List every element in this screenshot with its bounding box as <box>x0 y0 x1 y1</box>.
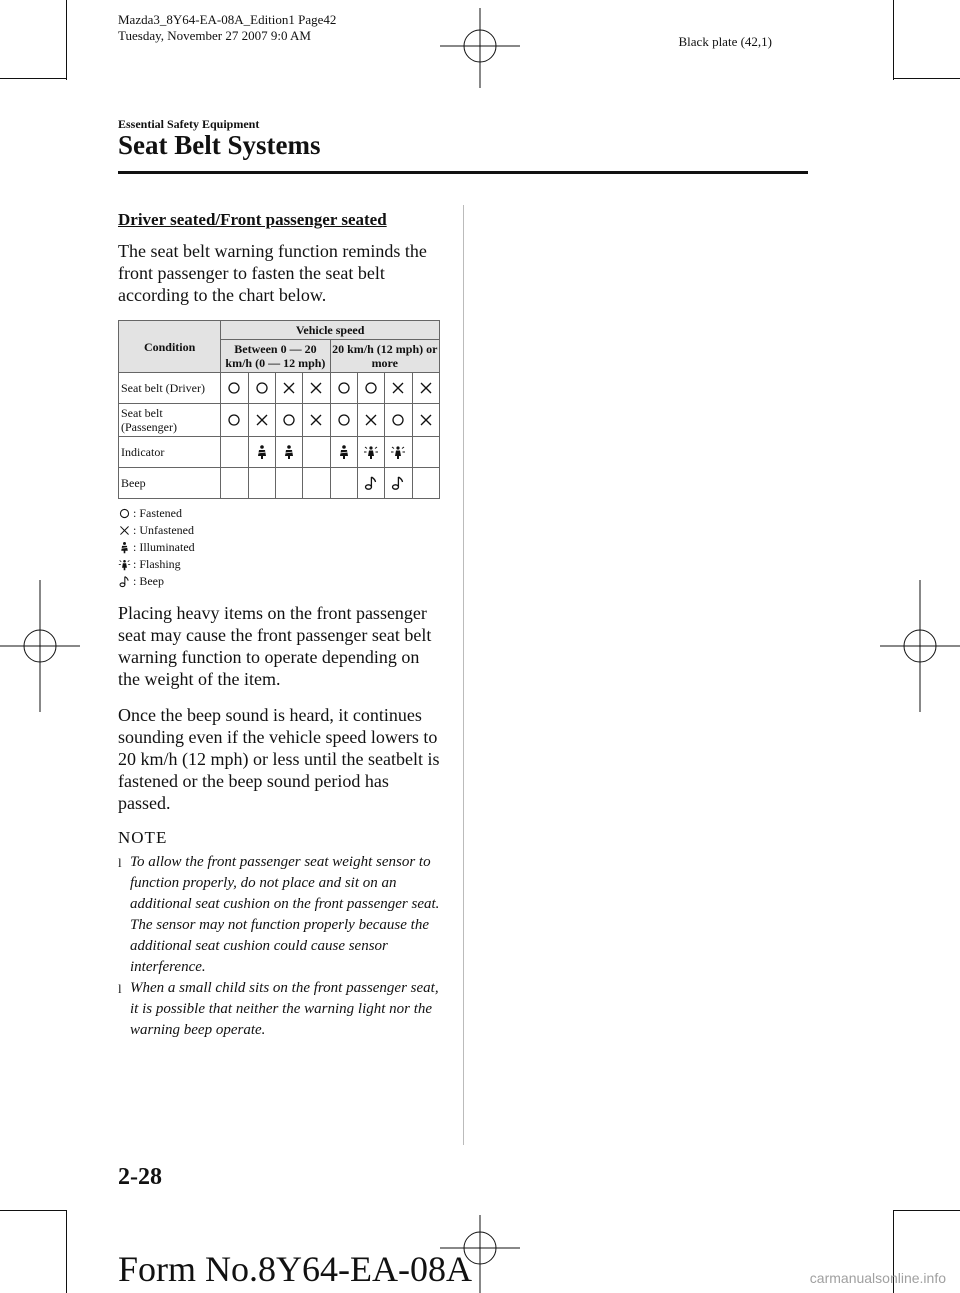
unfastened-icon <box>254 412 270 428</box>
subhead: Driver seated/Front passenger seated <box>118 210 387 229</box>
fastened-icon <box>363 380 379 396</box>
crop-mark <box>893 1210 960 1211</box>
beep-icon <box>118 575 131 588</box>
fastened-icon <box>226 380 242 396</box>
illuminated-icon <box>336 444 352 460</box>
registration-target-icon <box>440 8 520 88</box>
bullet-icon: l <box>118 981 122 996</box>
cell-empty <box>330 468 357 499</box>
cell-fastened <box>330 404 357 437</box>
cell-illuminated <box>275 437 302 468</box>
flashing-icon <box>363 444 379 460</box>
cell-empty <box>303 437 330 468</box>
page-number: 2-28 <box>118 1164 162 1190</box>
print-header <box>118 12 336 44</box>
fastened-icon <box>336 412 352 428</box>
date-line: Tuesday, November 27 2007 9:0 AM <box>118 28 311 43</box>
row-label: Beep <box>119 468 221 499</box>
legend-item <box>118 539 443 556</box>
note-list <box>118 852 443 1041</box>
cell-illuminated <box>330 437 357 468</box>
header-speed-high: 20 km/h (12 mph) or more <box>330 340 439 373</box>
table-row <box>119 468 440 499</box>
fastened-icon <box>390 412 406 428</box>
beep-paragraph: Once the beep sound is heard, it continues sounding even if the vehicle speed lowers to 20 km/h (12 mph) or less until the seatbelt is fastened or the beep sound period has passed. <box>118 705 440 813</box>
crop-mark <box>893 78 960 79</box>
fastened-icon <box>281 412 297 428</box>
fastened-icon <box>226 412 242 428</box>
cell-unfastened <box>412 404 439 437</box>
page-title: Seat Belt Systems <box>118 130 321 160</box>
cell-unfastened <box>357 404 384 437</box>
illuminated-icon <box>118 541 131 554</box>
beep-icon <box>363 475 379 491</box>
file-line: Mazda3_8Y64-EA-08A_Edition1 Page42 <box>118 12 337 27</box>
cell-fastened <box>357 373 384 404</box>
cell-illuminated <box>248 437 275 468</box>
watermark: carmanualsonline.info <box>809 1270 946 1286</box>
fastened-icon <box>254 380 270 396</box>
row-label: Seat belt (Driver) <box>119 373 221 404</box>
table-row <box>119 373 440 404</box>
cell-fastened <box>221 404 248 437</box>
note-title: NOTE <box>118 828 168 847</box>
legend-text: : Unfastened <box>133 523 194 537</box>
legend-text: : Fastened <box>133 506 182 520</box>
flashing-icon <box>390 444 406 460</box>
unfastened-icon <box>308 380 324 396</box>
cell-empty <box>248 468 275 499</box>
note-text: To allow the front passenger seat weight sensor to function properly, do not place and sit on an additional seat cushion on the front passenger seat. The sensor may not function properly because the additional seat cushion could cause sensor interference. <box>130 854 440 975</box>
chart-body <box>119 373 440 499</box>
unfastened-icon <box>118 524 131 537</box>
unfastened-icon <box>308 412 324 428</box>
cell-unfastened <box>248 404 275 437</box>
title-rule <box>118 171 808 174</box>
cell-fastened <box>221 373 248 404</box>
beep-icon <box>390 475 406 491</box>
cell-flashing <box>357 437 384 468</box>
cell-empty <box>221 437 248 468</box>
unfastened-icon <box>418 380 434 396</box>
cell-empty <box>412 468 439 499</box>
illuminated-icon <box>281 444 297 460</box>
cell-fastened <box>248 373 275 404</box>
cell-unfastened <box>303 404 330 437</box>
cell-beep <box>385 468 412 499</box>
legend <box>118 505 443 590</box>
legend-item <box>118 573 443 590</box>
unfastened-icon <box>363 412 379 428</box>
legend-text: : Illuminated <box>133 540 195 554</box>
legend-item <box>118 505 443 522</box>
cell-flashing <box>385 437 412 468</box>
crop-mark <box>0 1210 66 1211</box>
table-row <box>119 404 440 437</box>
legend-text: : Beep <box>133 574 164 588</box>
cell-unfastened <box>303 373 330 404</box>
legend-text: : Flashing <box>133 557 181 571</box>
form-number: Form No.8Y64-EA-08A <box>118 1249 472 1289</box>
registration-target-icon <box>0 580 80 712</box>
header-vehicle-speed: Vehicle speed <box>221 321 440 340</box>
cell-fastened <box>385 404 412 437</box>
crop-mark <box>0 78 66 79</box>
cell-fastened <box>275 404 302 437</box>
flashing-icon <box>118 558 131 571</box>
warning-chart <box>118 320 440 499</box>
crop-mark <box>893 0 894 80</box>
note-text: When a small child sits on the front passenger seat, it is possible that neither the warning light nor the warning beep operate. <box>130 980 439 1038</box>
unfastened-icon <box>418 412 434 428</box>
crop-mark <box>66 0 67 80</box>
header-condition: Condition <box>119 321 221 373</box>
section-label: Essential Safety Equipment <box>118 117 260 131</box>
intro-paragraph: The seat belt warning function reminds the front passenger to fasten the seat belt according to the chart below. <box>118 241 427 305</box>
column-divider <box>463 205 464 1145</box>
registration-target-icon <box>880 580 960 712</box>
cell-empty <box>412 437 439 468</box>
note-item <box>118 978 443 1041</box>
cell-unfastened <box>412 373 439 404</box>
note-item <box>118 852 443 978</box>
row-label: Seat belt (Passenger) <box>119 404 221 437</box>
table-row <box>119 437 440 468</box>
cell-empty <box>275 468 302 499</box>
cell-unfastened <box>385 373 412 404</box>
crop-mark <box>66 1210 67 1293</box>
main-column <box>118 210 443 1041</box>
cell-empty <box>303 468 330 499</box>
bullet-icon: l <box>118 855 122 870</box>
cell-unfastened <box>275 373 302 404</box>
fastened-icon <box>336 380 352 396</box>
cell-beep <box>357 468 384 499</box>
unfastened-icon <box>281 380 297 396</box>
header-speed-low: Between 0 — 20 km/h (0 — 12 mph) <box>221 340 330 373</box>
fastened-icon <box>118 507 131 520</box>
legend-item <box>118 522 443 539</box>
legend-item <box>118 556 443 573</box>
illuminated-icon <box>254 444 270 460</box>
cell-empty <box>221 468 248 499</box>
cell-fastened <box>330 373 357 404</box>
heavy-items-paragraph: Placing heavy items on the front passenger seat may cause the front passenger seat belt warning function to operate depending on the weight of the item. <box>118 603 432 689</box>
unfastened-icon <box>390 380 406 396</box>
plate-label: Black plate (42,1) <box>678 34 772 49</box>
row-label: Indicator <box>119 437 221 468</box>
